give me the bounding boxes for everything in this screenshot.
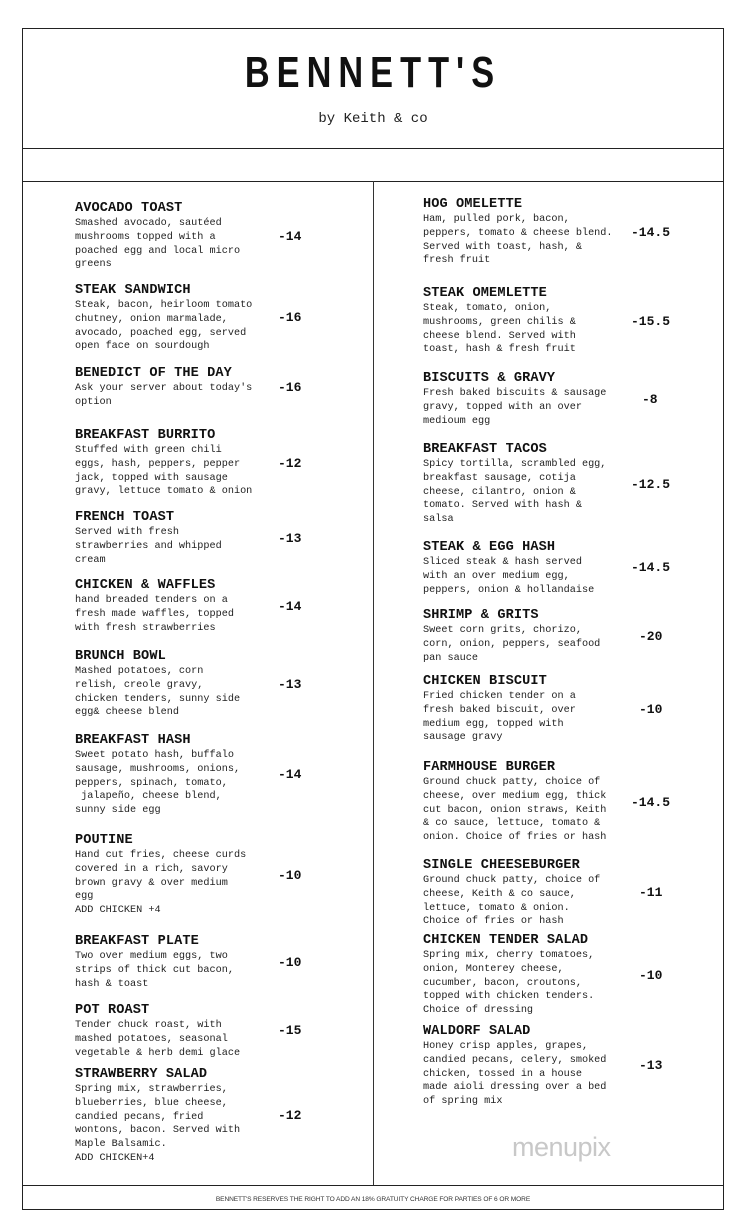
menu-item-description xyxy=(423,624,600,665)
description-line: cheese, Keith & co sauce, xyxy=(423,888,576,900)
menu-item-name: STRAWBERRY SALAD xyxy=(75,1067,208,1082)
menu-item-name: STEAK SANDWICH xyxy=(75,283,191,298)
menu-item-name: POUTINE xyxy=(75,833,133,848)
menu-item-description xyxy=(423,874,600,929)
menu-item-name: WALDORF SALAD xyxy=(423,1024,531,1039)
menu-item-description xyxy=(75,1083,240,1166)
menu-item-price: -12 xyxy=(278,1108,302,1123)
description-line: sunny side egg xyxy=(75,805,161,817)
description-line: toast, hash & fresh fruit xyxy=(423,344,576,356)
description-line: brown gravy & over medium xyxy=(75,877,228,889)
description-line: hand breaded tenders on a xyxy=(75,595,228,606)
description-line: onion. Choice of fries or hash xyxy=(423,832,607,844)
description-line: pan sauce xyxy=(423,652,479,664)
description-line: Ground chuck patty, choice of xyxy=(423,777,601,788)
menu-item-price: -16 xyxy=(278,310,302,325)
description-line: corn, onion, peppers, seafood xyxy=(423,638,601,650)
description-line: Fried chicken tender on a xyxy=(423,691,576,702)
description-line: strawberries and whipped xyxy=(75,540,222,552)
description-line: Spring mix, strawberries, xyxy=(75,1084,228,1095)
menu-item-name: FRENCH TOAST xyxy=(75,510,175,525)
description-line: greens xyxy=(75,259,112,271)
menu-item-price: -10 xyxy=(639,968,663,983)
menu-item-description xyxy=(75,665,240,720)
description-line: Served with fresh xyxy=(75,527,179,538)
menu-item-price: -13 xyxy=(278,677,302,692)
menu-item-price: -14.5 xyxy=(631,225,671,240)
description-line: strips of thick cut bacon, xyxy=(75,964,234,976)
description-line: & co sauce, lettuce, tomato & xyxy=(423,818,601,830)
menu-item-price: -14.5 xyxy=(631,560,671,575)
menu-item-description xyxy=(75,1019,240,1060)
description-line: cheese blend. Served with xyxy=(423,330,576,342)
menu-item-price: -13 xyxy=(639,1058,663,1073)
description-line: mashed potatoes, seasonal xyxy=(75,1033,228,1045)
menu-item-name: BREAKFAST TACOS xyxy=(423,442,547,457)
menu-item-name: POT ROAST xyxy=(75,1003,150,1018)
description-line: Ground chuck patty, choice of xyxy=(423,875,601,886)
menu-item-description xyxy=(423,949,594,1018)
menu-item-name: BREAKFAST BURRITO xyxy=(75,428,216,443)
description-line: eggs, hash, peppers, pepper xyxy=(75,458,241,470)
restaurant-subtitle: by Keith & co xyxy=(318,111,428,127)
menu-item-name: BRUNCH BOWL xyxy=(75,649,166,664)
description-line: Stuffed with green chili xyxy=(75,445,222,456)
menu-item-description xyxy=(75,299,252,354)
description-line: made aioli dressing over a bed xyxy=(423,1082,607,1094)
menu-item-description xyxy=(423,556,594,597)
description-line: Two over medium eggs, two xyxy=(75,951,228,962)
description-line: Ask your server about today's xyxy=(75,383,253,394)
description-line: blueberries, blue cheese, xyxy=(75,1097,228,1109)
menu-item-name: SHRIMP & GRITS xyxy=(423,608,539,623)
menu-item-price: -10 xyxy=(278,868,302,883)
description-line: ADD CHICKEN +4 xyxy=(75,905,161,917)
description-line: hash & toast xyxy=(75,978,149,990)
menu-item-price: -20 xyxy=(639,629,663,644)
description-line: poached egg and local micro xyxy=(75,245,241,257)
description-line: option xyxy=(75,396,112,408)
menu-item-name: BREAKFAST PLATE xyxy=(75,934,199,949)
gratuity-notice: BENNETT'S RESERVES THE RIGHT TO ADD AN 18% GRATUITY CHARGE FOR PARTIES OF 6 OR MORE xyxy=(215,1196,531,1203)
description-line: gravy, lettuce tomato & onion xyxy=(75,486,253,498)
menu-item-name: STEAK OMEMLETTE xyxy=(423,286,547,301)
description-line: peppers, onion & hollandaise xyxy=(423,584,595,596)
description-line: topped with chicken tenders. xyxy=(423,991,595,1003)
menu-item-name: CHICKEN TENDER SALAD xyxy=(423,933,589,948)
menu-item-name: HOG OMELETTE xyxy=(423,197,523,212)
description-line: fresh made waffles, topped xyxy=(75,608,234,620)
description-line: Maple Balsamic. xyxy=(75,1139,167,1151)
description-line: Ham, pulled pork, bacon, xyxy=(423,214,570,225)
description-line: peppers, tomato & cheese blend. xyxy=(423,227,613,239)
description-line: wontons, bacon. Served with xyxy=(75,1125,241,1137)
menu-item-price: -11 xyxy=(639,885,663,900)
description-line: chicken tenders, sunny side xyxy=(75,693,241,705)
description-line: candied pecans, fried xyxy=(75,1111,204,1123)
menu-item-description xyxy=(423,1040,606,1109)
menu-item-price: -15.5 xyxy=(631,314,671,329)
description-line: jalapeño, cheese blend, xyxy=(75,791,222,803)
menu-item-name: CHICKEN BISCUIT xyxy=(423,674,547,689)
menu-item-price: -14 xyxy=(278,767,302,782)
menu-item-description xyxy=(75,526,222,567)
menu-item-description xyxy=(423,776,606,845)
description-line: onion, Monterey cheese, xyxy=(423,963,564,975)
menu-item-price: -15 xyxy=(278,1023,302,1038)
description-line: Spicy tortilla, scrambled egg, xyxy=(423,459,607,470)
menu-item-description xyxy=(423,387,606,428)
description-line: open face on sourdough xyxy=(75,341,210,353)
menu-item-name: CHICKEN & WAFFLES xyxy=(75,578,216,593)
menu-item-price: -12 xyxy=(278,456,302,471)
menu-item-name: AVOCADO TOAST xyxy=(75,201,183,216)
description-line: of spring mix xyxy=(423,1096,503,1108)
menu-item-description xyxy=(75,594,234,635)
menu-item-price: -14.5 xyxy=(631,795,671,810)
description-line: avocado, poached egg, served xyxy=(75,327,247,339)
description-line: mushrooms topped with a xyxy=(75,231,216,243)
description-line: lettuce, tomato & onion. xyxy=(423,902,570,914)
menu-item-price: -14 xyxy=(278,599,302,614)
footer-divider xyxy=(22,1185,724,1186)
restaurant-title: BENNETT'S xyxy=(244,48,502,97)
description-line: cheese, cilantro, onion & xyxy=(423,486,576,498)
menu-item-description xyxy=(75,382,252,410)
description-line: Fresh baked biscuits & sausage xyxy=(423,388,607,399)
menu-item-name: STEAK & EGG HASH xyxy=(423,540,556,555)
description-line: sausage gravy xyxy=(423,732,503,744)
description-line: cream xyxy=(75,554,106,566)
menu-item-name: BISCUITS & GRAVY xyxy=(423,371,556,386)
description-line: with fresh strawberries xyxy=(75,622,216,634)
menu-item-description xyxy=(75,444,252,499)
menu-item-price: -12.5 xyxy=(631,477,671,492)
menu-item-description xyxy=(75,950,234,991)
description-line: Honey crisp apples, grapes, xyxy=(423,1041,589,1052)
description-line: Smashed avocado, sautéed xyxy=(75,218,222,229)
menu-item-description xyxy=(75,849,246,918)
description-line: fresh fruit xyxy=(423,255,491,267)
menu-item-description xyxy=(75,217,240,272)
description-line: Choice of dressing xyxy=(423,1005,534,1017)
description-line: relish, creole gravy, xyxy=(75,679,204,691)
description-line: cucumber, bacon, croutons, xyxy=(423,977,582,989)
description-line: covered in a rich, savory xyxy=(75,863,228,875)
description-line: chutney, onion marmalade, xyxy=(75,313,228,325)
menu-item-description xyxy=(423,458,606,527)
description-line: Hand cut fries, cheese curds xyxy=(75,850,247,861)
description-line: mushrooms, green chilis & xyxy=(423,316,576,328)
menu-item-price: -13 xyxy=(278,531,302,546)
description-line: cheese, over medium egg, thick xyxy=(423,790,607,802)
description-line: Served with toast, hash, & xyxy=(423,241,582,253)
menu-item-description xyxy=(423,302,576,357)
menu-item-name: SINGLE CHEESEBURGER xyxy=(423,858,580,873)
description-line: gravy, topped with an over xyxy=(423,401,582,413)
description-line: breakfast sausage, cotija xyxy=(423,472,576,484)
description-line: chicken, tossed in a house xyxy=(423,1068,582,1080)
description-line: sausage, mushrooms, onions, xyxy=(75,763,241,775)
description-line: Mashed potatoes, corn xyxy=(75,666,204,677)
description-line: ADD CHICKEN+4 xyxy=(75,1152,155,1164)
header-divider xyxy=(22,148,724,149)
menu-item-name: FARMHOUSE BURGER xyxy=(423,760,556,775)
description-line: Steak, bacon, heirloom tomato xyxy=(75,300,253,311)
description-line: medioum egg xyxy=(423,415,491,427)
description-line: peppers, spinach, tomato, xyxy=(75,777,228,789)
description-line: tomato. Served with hash & xyxy=(423,500,582,512)
menu-item-price: -10 xyxy=(639,702,663,717)
menu-item-description xyxy=(423,690,576,745)
column-divider xyxy=(373,181,374,1185)
menu-item-name: BENEDICT OF THE DAY xyxy=(75,366,232,381)
description-line: egg xyxy=(75,891,94,903)
menu-item-price: -14 xyxy=(278,229,302,244)
description-line: candied pecans, celery, smoked xyxy=(423,1054,607,1066)
description-line: Tender chuck roast, with xyxy=(75,1020,222,1031)
menu-item-name: BREAKFAST HASH xyxy=(75,733,191,748)
description-line: Choice of fries or hash xyxy=(423,916,564,928)
description-line: jack, topped with sausage xyxy=(75,472,228,484)
menu-item-price: -10 xyxy=(278,955,302,970)
menu-item-price: -16 xyxy=(278,380,302,395)
description-line: egg& cheese blend xyxy=(75,707,179,719)
description-line: Steak, tomato, onion, xyxy=(423,303,552,314)
menu-item-description xyxy=(423,213,613,268)
watermark-logo: menupix xyxy=(512,1132,611,1162)
description-line: Spring mix, cherry tomatoes, xyxy=(423,950,595,961)
description-line: fresh baked biscuit, over xyxy=(423,704,576,716)
menu-item-price: -8 xyxy=(642,392,658,407)
menu-item-description xyxy=(75,749,240,818)
description-line: Sliced steak & hash served xyxy=(423,557,582,568)
description-line: salsa xyxy=(423,514,454,526)
description-line: Sweet potato hash, buffalo xyxy=(75,750,234,761)
description-line: Sweet corn grits, chorizo, xyxy=(423,625,582,636)
description-line: medium egg, topped with xyxy=(423,718,564,730)
description-line: vegetable & herb demi glace xyxy=(75,1047,241,1059)
description-line: cut bacon, onion straws, Keith xyxy=(423,804,607,816)
description-line: with an over medium egg, xyxy=(423,570,570,582)
